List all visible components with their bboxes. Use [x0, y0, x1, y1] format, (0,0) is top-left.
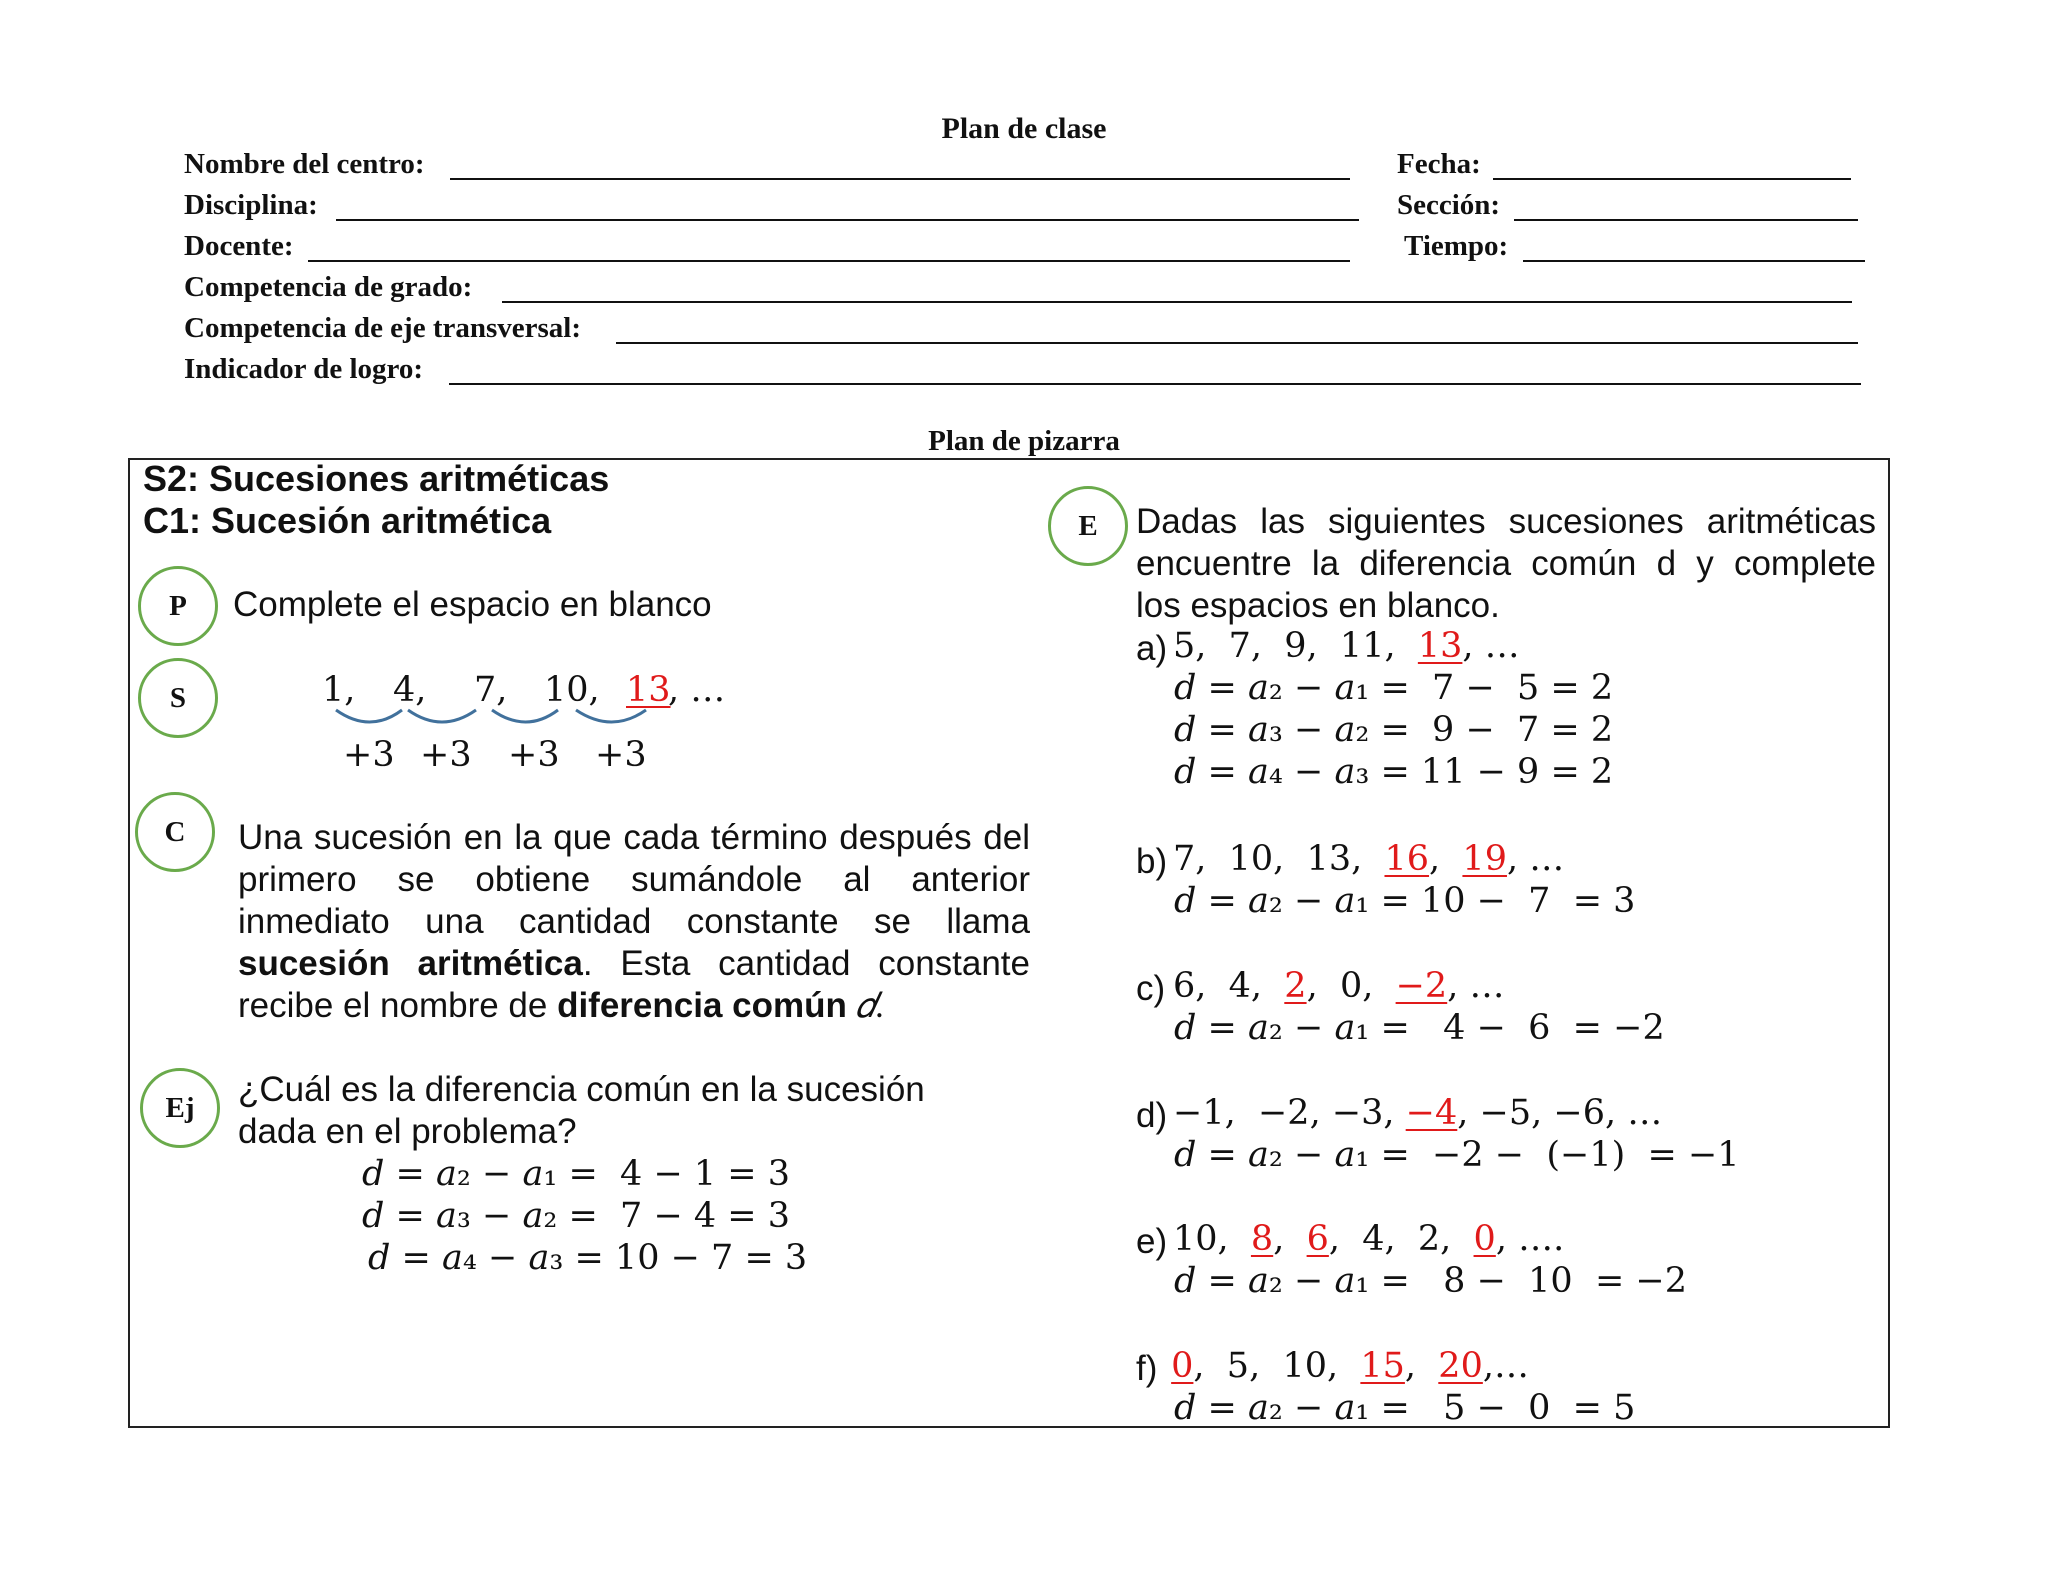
exercise-instructions — [1136, 502, 1876, 628]
sequence-term: 7, — [474, 670, 508, 710]
exercise-equation: 𝑑 = 𝑎₃ − 𝑎₂ = 9 − 7 = 2 — [1174, 710, 1614, 750]
answer: 15 — [1360, 1346, 1405, 1386]
answer: 13 — [1417, 626, 1463, 666]
label-fecha: Fecha: — [1397, 148, 1481, 180]
instruction-line: los espacios en blanco. — [1136, 586, 1500, 625]
label-tiempo: Tiempo: — [1404, 230, 1509, 262]
label-competencia-grado: Competencia de grado: — [184, 271, 473, 303]
sequence-term: 10, — [544, 670, 600, 710]
exercise-label: f) — [1136, 1349, 1158, 1388]
answer: 20 — [1438, 1346, 1483, 1386]
blank-disciplina[interactable] — [336, 219, 1359, 221]
instruction-line: encuentre la diferencia común d y complete — [1136, 544, 1876, 583]
concept-line: recibe el nombre de diferencia común 𝑑. — [238, 986, 885, 1025]
difference-arcs — [330, 704, 660, 734]
exercise-label: d) — [1136, 1096, 1168, 1135]
blank-tiempo[interactable] — [1523, 260, 1865, 262]
concept-line: primero se obtiene sumándole al anterior — [238, 860, 1030, 899]
answer: 0 — [1171, 1346, 1194, 1386]
concept-line: sucesión aritmética. Esta cantidad constante — [238, 944, 1030, 983]
instruction-line: Dadas las siguientes sucesiones aritméticas — [1136, 502, 1876, 541]
answer: 8 — [1250, 1219, 1274, 1259]
answer: 0 — [1473, 1219, 1496, 1259]
blank-docente[interactable] — [308, 260, 1350, 262]
answer: 2 — [1284, 966, 1307, 1006]
sequence-term: 4, — [393, 670, 427, 710]
exercise-equation: 𝑑 = 𝑎₂ − 𝑎₁ = 4 − 6 = −2 — [1174, 1008, 1665, 1048]
badge-e: E — [1048, 486, 1128, 566]
blank-indicador[interactable] — [449, 383, 1861, 385]
difference-label: +3 — [420, 735, 472, 775]
example-equation: 𝑑 = 𝑎₄ − 𝑎₃ = 10 − 7 = 3 — [368, 1238, 808, 1278]
badge-c: C — [135, 792, 215, 872]
difference-label: +3 — [508, 735, 560, 775]
blank-centro[interactable] — [450, 178, 1350, 180]
concept-line: inmediato una cantidad constante se llama — [238, 902, 1030, 941]
arc-4 — [576, 710, 646, 722]
session-code: S2 — [143, 458, 188, 499]
exercise-f-sequence: 0, 5, 10, 15, 20,… — [1171, 1346, 1529, 1386]
label-seccion: Sección: — [1397, 189, 1501, 221]
session-name: : Sucesiones aritméticas — [187, 458, 610, 499]
label-centro: Nombre del centro: — [184, 148, 425, 180]
exercise-b-sequence: 7, 10, 13, 16, 19, … — [1173, 839, 1565, 879]
blank-competencia-grado[interactable] — [502, 301, 1852, 303]
exercise-d-sequence: −1, −2, −3, −4, −5, −6, … — [1173, 1093, 1663, 1133]
exercise-label: e) — [1136, 1222, 1168, 1261]
label-disciplina: Disciplina: — [184, 189, 318, 221]
exercise-e-sequence: 10, 8, 6, 4, 2, 0, …. — [1173, 1219, 1565, 1259]
arc-2 — [408, 710, 476, 722]
answer: 16 — [1384, 839, 1430, 879]
exercise-label: b) — [1136, 842, 1168, 881]
answer: −4 — [1405, 1093, 1458, 1133]
class-title: C1: Sucesión aritmética — [143, 500, 552, 541]
badge-ej: Ej — [140, 1068, 220, 1148]
arc-3 — [492, 710, 558, 722]
answer: −2 — [1395, 966, 1448, 1006]
blank-competencia-eje[interactable] — [616, 342, 1858, 344]
exercise-a-sequence: 5, 7, 9, 11, 13, … — [1173, 626, 1520, 666]
blank-seccion[interactable] — [1514, 219, 1858, 221]
exercise-equation: 𝑑 = 𝑎₂ − 𝑎₁ = 5 − 0 = 5 — [1174, 1388, 1636, 1428]
exercise-c-sequence: 6, 4, 2, 0, −2, … — [1173, 966, 1505, 1006]
answer: 6 — [1306, 1219, 1329, 1259]
arc-1 — [336, 710, 402, 722]
sequence-answer: 13 — [626, 670, 671, 710]
exercise-equation: 𝑑 = 𝑎₂ − 𝑎₁ = 7 − 5 = 2 — [1174, 668, 1614, 708]
exercise-equation: 𝑑 = 𝑎₂ − 𝑎₁ = 8 − 10 = −2 — [1174, 1261, 1687, 1301]
concept-line: Una sucesión en la que cada término después del — [238, 818, 1030, 857]
session-title — [143, 458, 609, 500]
exercise-equation: 𝑑 = 𝑎₂ − 𝑎₁ = 10 − 7 = 3 — [1174, 881, 1636, 921]
example-question-line: ¿Cuál es la diferencia común en la sucesión — [238, 1070, 925, 1109]
board-title: Plan de pizarra — [928, 425, 1120, 457]
example-equation: 𝑑 = 𝑎₂ − 𝑎₁ = 4 − 1 = 3 — [362, 1154, 791, 1194]
exercise-label: c) — [1136, 969, 1166, 1008]
label-indicador: Indicador de logro: — [184, 353, 424, 385]
answer: 19 — [1462, 839, 1507, 879]
label-competencia-eje: Competencia de eje transversal: — [184, 312, 582, 344]
badge-s: S — [138, 658, 218, 738]
sequence-term: 1, — [322, 670, 356, 710]
example-question-line: dada en el problema? — [238, 1112, 577, 1151]
exercise-equation: 𝑑 = 𝑎₂ − 𝑎₁ = −2 − (−1) = −1 — [1174, 1135, 1740, 1175]
exercise-label: a) — [1136, 629, 1168, 668]
label-docente: Docente: — [184, 230, 294, 262]
page-title: Plan de clase — [941, 112, 1107, 145]
concept-paragraph — [238, 818, 1030, 1028]
sequence-ellipsis: , … — [668, 670, 726, 710]
badge-p: P — [138, 566, 218, 646]
example-equation: 𝑑 = 𝑎₃ − 𝑎₂ = 7 − 4 = 3 — [362, 1196, 791, 1236]
term-arithmetic-sequence: sucesión aritmética — [238, 944, 583, 983]
term-common-difference: diferencia común — [557, 986, 847, 1025]
blank-fecha[interactable] — [1493, 178, 1851, 180]
exercise-equation: 𝑑 = 𝑎₄ − 𝑎₃ = 11 − 9 = 2 — [1174, 752, 1614, 792]
difference-label: +3 — [343, 735, 395, 775]
difference-label: +3 — [595, 735, 647, 775]
problem-text: Complete el espacio en blanco — [233, 585, 712, 624]
